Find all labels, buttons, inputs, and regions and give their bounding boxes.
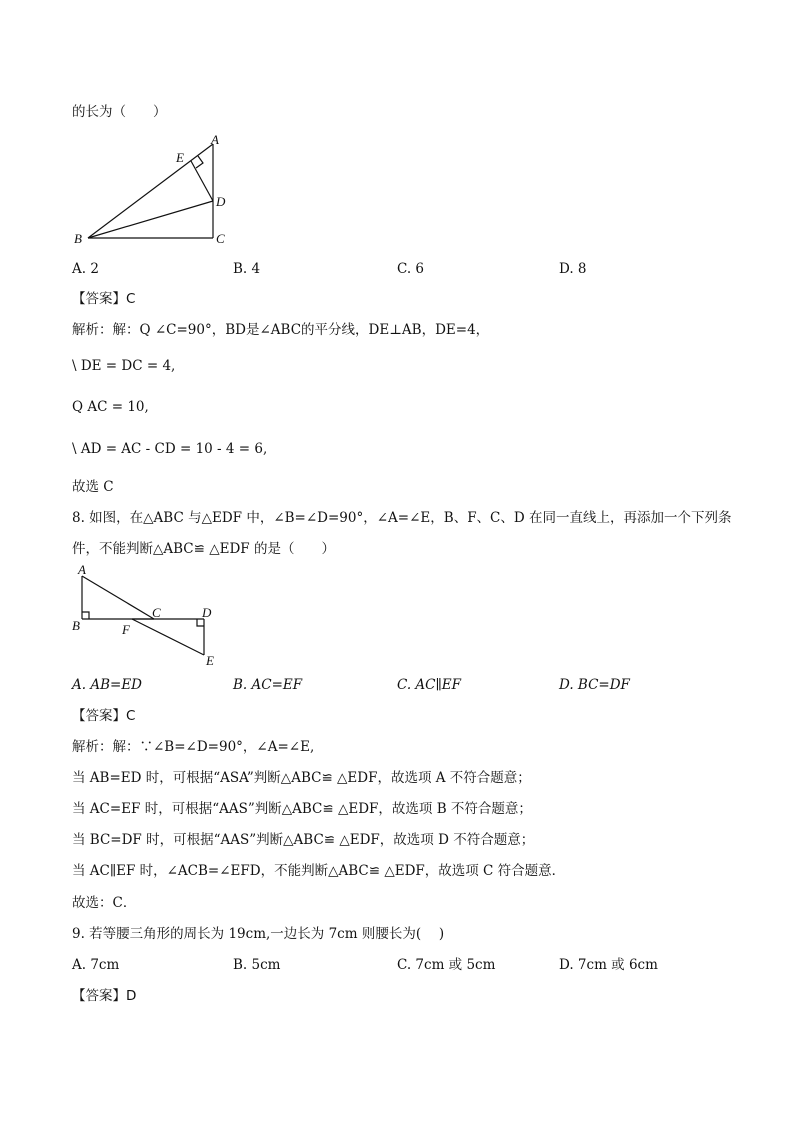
- q8-option-c[interactable]: C. AC∥EF: [397, 677, 461, 693]
- q7-label-c: C: [216, 231, 225, 246]
- q8-analysis-line: 当 AB=ED 时，可根据“ASA”判断△ABC≌ △EDF，故选项 A 不符合题意；: [72, 770, 531, 786]
- q7-right-angle-e: [196, 156, 203, 168]
- q7-analysis-line: 故选 C: [72, 479, 114, 495]
- q7-stem-tail: 的长为（ ）: [72, 104, 167, 120]
- q8-analysis-line: 当 AC=EF 时，可根据“AAS”判断△ABC≌ △EDF，故选项 B 不符合题意；: [72, 801, 532, 817]
- q7-answer: 【答案】C: [72, 291, 136, 307]
- q8-right-angle-b: [82, 612, 89, 619]
- q7-option-b[interactable]: B. 4: [233, 261, 261, 277]
- q7-label-e: E: [176, 150, 184, 165]
- q7-option-d[interactable]: D. 8: [559, 261, 587, 277]
- q7-segment-de: [191, 161, 213, 201]
- q7-analysis-line: \ AD = AC - CD = 10 - 4 = 6,: [72, 441, 268, 457]
- q8-label-e: E: [206, 653, 214, 668]
- q7-analysis-line: Q AC = 10,: [72, 399, 149, 415]
- q7-label-a: A: [211, 132, 219, 147]
- q7-label-b: B: [74, 231, 82, 246]
- q7-label-d: D: [216, 194, 226, 209]
- q8-option-b[interactable]: B. AC=EF: [233, 677, 303, 693]
- q8-label-b: B: [72, 618, 80, 633]
- q8-figure: [70, 560, 230, 672]
- q7-analysis-line: \ DE = DC = 4,: [72, 358, 176, 374]
- q8-analysis-line: 当 AC∥EF 时，∠ACB=∠EFD，不能判断△ABC≌ △EDF，故选项 C 符合题意．: [72, 863, 566, 879]
- q7-analysis-line: 解析：解：Q ∠C=90°，BD是∠ABC的平分线，DE⊥AB，DE=4，: [72, 322, 490, 338]
- q7-segment-bd: [88, 201, 213, 238]
- q8-stem: 件，不能判断△ABC≌ △EDF 的是（ ）: [72, 541, 335, 557]
- q9-stem: 9. 若等腰三角形的周长为 19cm,一边长为 7cm 则腰长为( ): [72, 926, 445, 942]
- q9-answer: 【答案】D: [72, 988, 137, 1004]
- q8-option-a[interactable]: A. AB=ED: [72, 677, 142, 693]
- q9-option-b[interactable]: B. 5cm: [233, 957, 281, 973]
- q9-option-c[interactable]: C. 7cm 或 5cm: [397, 957, 496, 973]
- q7-option-a[interactable]: A. 2: [72, 261, 99, 277]
- q9-option-a[interactable]: A. 7cm: [72, 957, 120, 973]
- q8-stem: 8. 如图，在△ABC 与△EDF 中，∠B=∠D=90°，∠A=∠E，B、F、C、D 在同一直线上，再添加一个下列条: [72, 510, 732, 526]
- q8-label-a: A: [78, 562, 86, 577]
- q8-label-c: C: [152, 605, 161, 620]
- q8-label-d: D: [202, 605, 212, 620]
- q8-option-d[interactable]: D. BC=DF: [559, 677, 630, 693]
- q7-segment-ab: [88, 144, 213, 238]
- q7-figure: [70, 130, 240, 250]
- q8-analysis-line: 故选：C．: [72, 895, 137, 911]
- q8-segment-fe: [132, 619, 204, 655]
- q9-option-d[interactable]: D. 7cm 或 6cm: [559, 957, 658, 973]
- q8-segment-ac: [82, 576, 154, 619]
- q8-right-angle-d: [197, 619, 204, 626]
- q7-option-c[interactable]: C. 6: [397, 261, 425, 277]
- q8-answer: 【答案】C: [72, 708, 136, 724]
- q8-label-f: F: [122, 622, 130, 637]
- q8-analysis-line: 解析：解：∵∠B=∠D=90°，∠A=∠E,: [72, 739, 315, 755]
- q8-analysis-line: 当 BC=DF 时，可根据“AAS”判断△ABC≌ △EDF，故选项 D 不符合题意；: [72, 832, 535, 848]
